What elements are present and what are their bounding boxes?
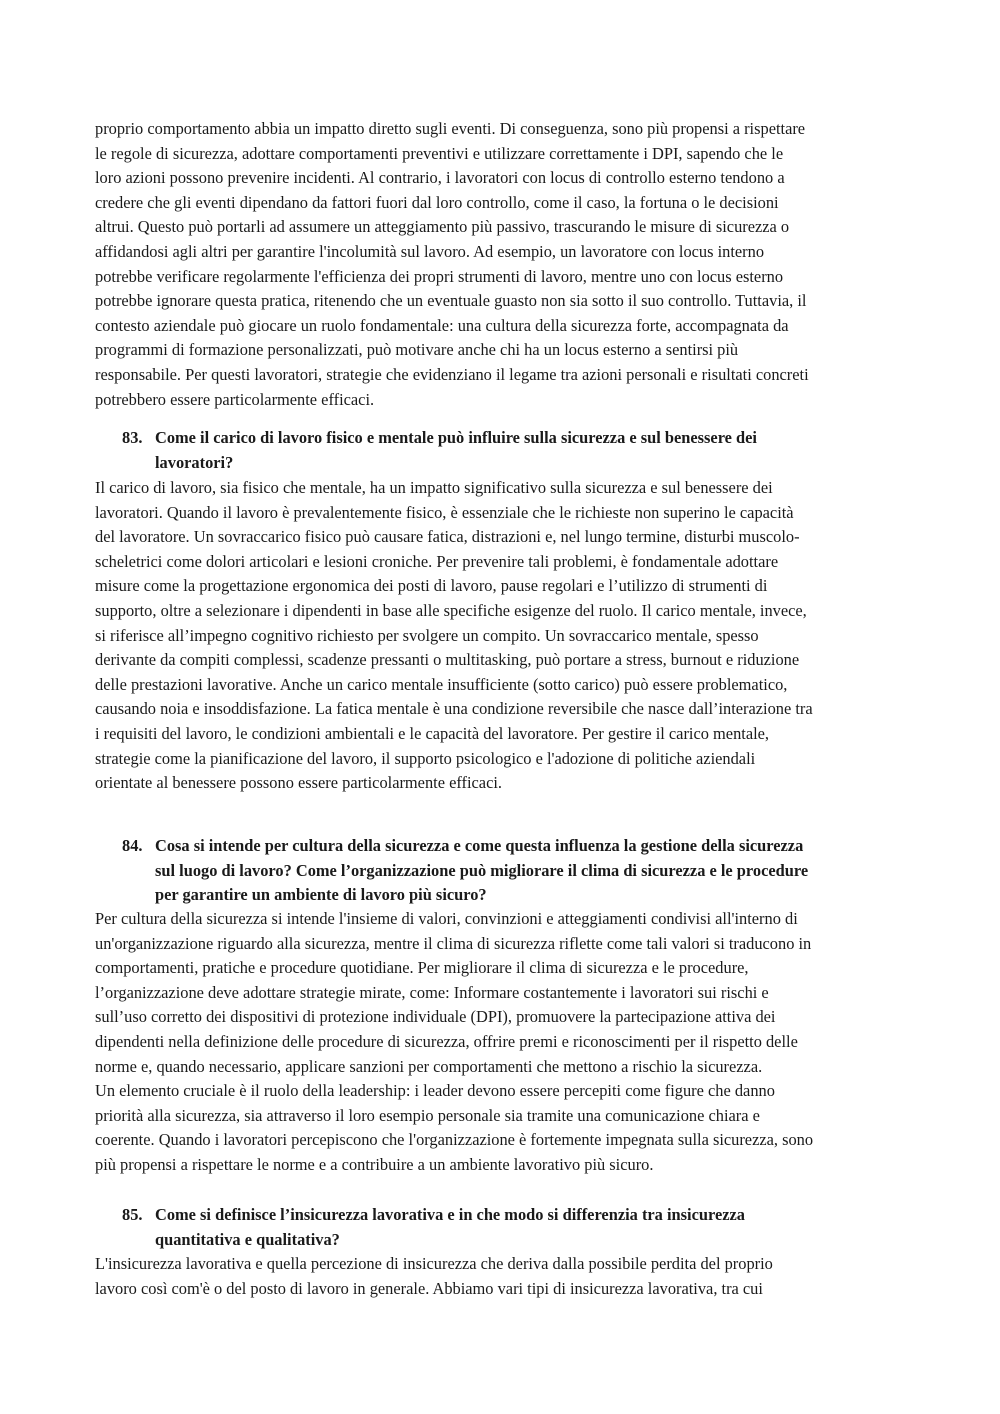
- text-line: contesto aziendale può giocare un ruolo fondamentale: una cultura della sicurezza forte, accompagnata da: [95, 315, 789, 335]
- text-line: delle prestazioni lavorative. Anche un carico mentale insufficiente (sotto carico) può essere problematico,: [95, 674, 788, 694]
- heading-line: Cosa si intende per cultura della sicurezza e come questa influenza la gestione della sicurezza: [155, 836, 804, 855]
- text-line: L'insicurezza lavorativa e quella percezione di insicurezza che deriva dalla possibile perdita del proprio: [95, 1254, 773, 1273]
- text-line: derivante da compiti complessi, scadenze pressanti o multitasking, può portare a stress, burnout e riduzione: [95, 650, 800, 670]
- text-line: un'organizzazione riguardo alla sicurezza, mentre il clima di sicurezza riflette come tali valori si traducono in: [95, 933, 812, 953]
- question-heading-83: [122, 426, 912, 475]
- text-line: le regole di sicurezza, adottare comportamenti preventivi e utilizzare correttamente i DPI, sapendo che le: [95, 143, 784, 163]
- text-line: programmi di formazione personalizzati, può motivare anche chi ha un locus esterno a sentirsi più: [95, 340, 739, 360]
- text-line: coerente. Quando i lavoratori percepiscono che l'organizzazione è fortemente impegnata sulla sicurezza, sono: [95, 1130, 814, 1150]
- text-line: Per cultura della sicurezza si intende l'insieme di valori, convinzioni e atteggiamenti condivisi all'interno di: [95, 909, 798, 928]
- answer-paragraph-83: [95, 476, 925, 796]
- question-heading-84: [122, 834, 912, 908]
- text-line: potrebbe verificare regolarmente l'efficienza dei propri strumenti di lavoro, mentre uno con locus esterno: [95, 266, 784, 286]
- heading-line: lavoratori?: [155, 452, 234, 472]
- question-number: 83.: [122, 428, 143, 447]
- paragraph-locus-of-control: [95, 117, 925, 412]
- text-line: sull’uso corretto dei dispositivi di protezione individuale (DPI), promuovere la partecipazione attiva dei: [95, 1007, 776, 1027]
- question-number: 84.: [122, 836, 143, 855]
- text-line: più propensi a rispettare le norme e a contribuire a un ambiente lavorativo più sicuro.: [95, 1154, 654, 1174]
- text-line: potrebbe ignorare questa pratica, ritenendo che un eventuale guasto non sia sotto il suo controllo. Tuttavia, il: [95, 291, 807, 311]
- text-line: Il carico di lavoro, sia fisico che mentale, ha un impatto significativo sulla sicurezza e sul benessere dei: [95, 478, 773, 497]
- text-line: scheletrici come dolori articolari e lesioni croniche. Per prevenire tali problemi, è fondamentale adottare: [95, 551, 779, 571]
- text-line: orientate al benessere possono essere particolarmente efficaci.: [95, 773, 502, 793]
- question-number: 85.: [122, 1205, 143, 1224]
- text-line: Un elemento cruciale è il ruolo della leadership: i leader devono essere percepiti come figure che danno: [95, 1081, 775, 1101]
- text-line: l’organizzazione deve adottare strategie mirate, come: Informare costantemente i lavoratori sui rischi e: [95, 982, 769, 1002]
- text-line: lavoratori. Quando il lavoro è prevalentemente fisico, è essenziale che le richieste non superino le capacità: [95, 502, 794, 522]
- text-line: responsabile. Per questi lavoratori, strategie che evidenziano il legame tra azioni personali e risultati concreti: [95, 364, 809, 384]
- text-line: dipendenti nella definizione delle procedure di sicurezza, offrire premi e riconoscimenti per il rispetto delle: [95, 1031, 798, 1051]
- heading-line: sul luogo di lavoro? Come l’organizzazione può migliorare il clima di sicurezza e le procedure: [155, 860, 809, 880]
- text-line: strategie come la pianificazione del lavoro, il supporto psicologico e l'adozione di politiche aziendali: [95, 748, 756, 768]
- text-line: causando noia e insoddisfazione. La fatica mentale è una condizione reversibile che nasce dall’interazione tra: [95, 699, 813, 719]
- text-line: comportamenti, pratiche e procedure quotidiane. Per migliorare il clima di sicurezza e le procedure,: [95, 958, 749, 978]
- answer-paragraph-85: [95, 1252, 925, 1301]
- text-line: credere che gli eventi dipendano da fattori fuori dal loro controllo, come il caso, la fortuna o le decisioni: [95, 192, 779, 212]
- heading-line: Come il carico di lavoro fisico e mentale può influire sulla sicurezza e sul benessere dei: [155, 428, 757, 447]
- text-line: i requisiti del lavoro, le condizioni ambientali e le capacità del lavoratore. Per gestire il carico mentale,: [95, 723, 770, 743]
- text-line: altrui. Questo può portarli ad assumere un atteggiamento più passivo, trascurando le misure di sicurezza o: [95, 217, 790, 237]
- text-line: del lavoratore. Un sovraccarico fisico può causare fatica, distrazioni e, nel lungo termine, disturbi muscolo-: [95, 527, 800, 547]
- answer-paragraph-84: [95, 907, 925, 1178]
- text-line: si riferisce all’impegno cognitivo richiesto per svolgere un compito. Un sovraccarico mentale, spesso: [95, 625, 759, 645]
- heading-line: quantitativa e qualitativa?: [155, 1229, 340, 1249]
- text-line: loro azioni possono prevenire incidenti. Al contrario, i lavoratori con locus di controllo esterno tendono a: [95, 168, 785, 188]
- text-line: proprio comportamento abbia un impatto diretto sugli eventi. Di conseguenza, sono più propensi a rispettare: [95, 119, 806, 138]
- text-line: norme e, quando necessario, applicare sanzioni per comportamenti che mettono a rischio la sicurezza.: [95, 1056, 763, 1076]
- heading-line: per garantire un ambiente di lavoro più sicuro?: [155, 885, 487, 905]
- text-line: supporto, oltre a selezionare i dipendenti in base alle specifiche esigenze del ruolo. Il carico mentale, invece,: [95, 600, 807, 620]
- text-line: lavoro così com'è o del posto di lavoro in generale. Abbiamo vari tipi di insicurezza lavorativa, tra cui: [95, 1278, 763, 1298]
- text-line: priorità alla sicurezza, sia attraverso il loro esempio personale sia tramite una comunicazione chiara e: [95, 1105, 760, 1125]
- text-line: potrebbero essere particolarmente efficaci.: [95, 389, 375, 409]
- question-heading-85: [122, 1203, 912, 1252]
- text-line: affidandosi agli altri per garantire l'incolumità sul lavoro. Ad esempio, un lavoratore con locus interno: [95, 241, 765, 261]
- heading-line: Come si definisce l’insicurezza lavorativa e in che modo si differenzia tra insicurezza: [155, 1205, 745, 1224]
- text-line: misure come la progettazione ergonomica dei posti di lavoro, pause regolari e l’utilizzo di strumenti di: [95, 576, 768, 596]
